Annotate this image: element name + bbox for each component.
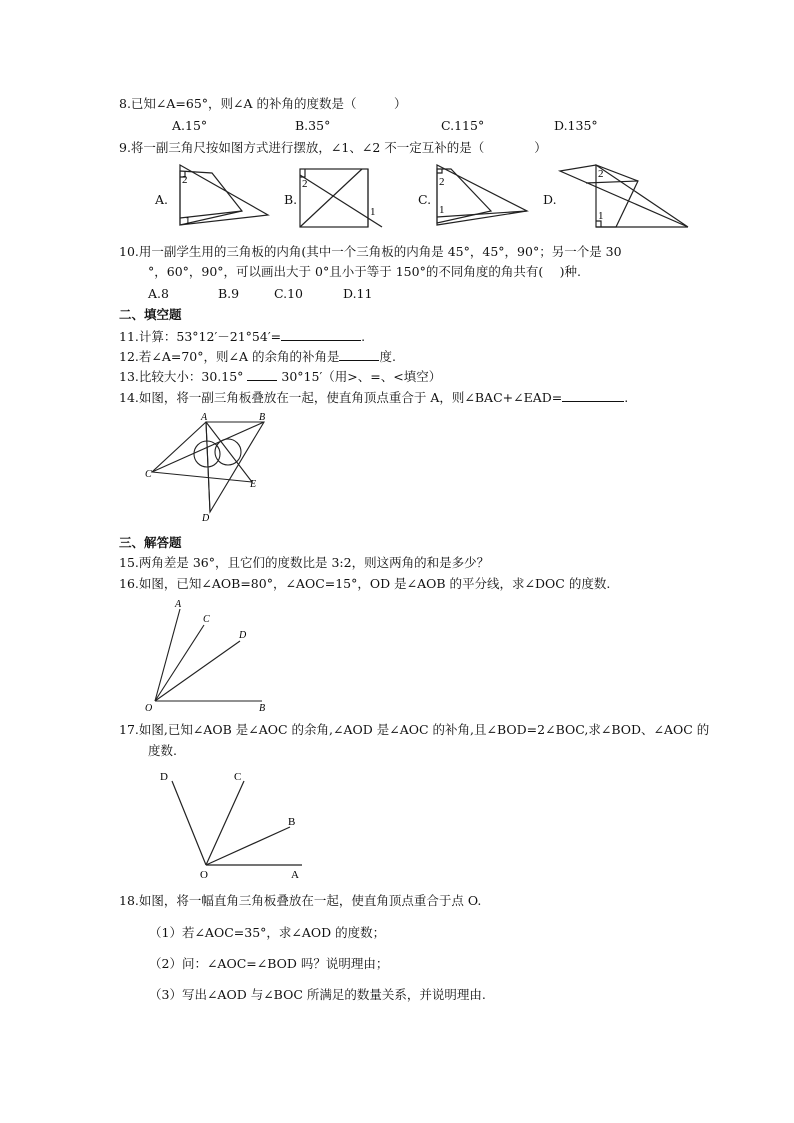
- q9b-angle-1: 1: [370, 206, 376, 218]
- q9b-angle-2: 2: [302, 178, 308, 190]
- q9d-angle-1: 1: [598, 210, 604, 222]
- q9c-angle-1: 1: [439, 204, 445, 216]
- q17-line1: 17.如图,已知∠AOB 是∠AOC 的余角,∠AOD 是∠AOC 的补角,且∠BOD=2∠BOC,求∠BOD、∠AOC 的: [119, 722, 710, 737]
- q10-option-d: D.11: [343, 286, 373, 301]
- q9-figure-c: [431, 163, 531, 233]
- section-3-heading: 三、解答题: [119, 535, 182, 550]
- q12: [119, 348, 396, 365]
- q18-stem: 18.如图，将一幅直角三角板叠放在一起，使直角顶点重合于点 O.: [119, 893, 482, 908]
- q13: [119, 368, 441, 385]
- q9-option-d-letter: D.: [543, 192, 557, 207]
- q15-stem: 15.两角差是 36°，且它们的度数比是 3:2，则这两角的和是多少？: [119, 555, 490, 570]
- q14: [119, 389, 628, 406]
- q10-option-a: A.8: [148, 286, 169, 301]
- q12-answer-blank[interactable]: [339, 348, 379, 361]
- q17-line2: 度数.: [148, 743, 177, 758]
- q8-option-b: B.35°: [295, 118, 331, 133]
- q16-label-d: D: [239, 630, 247, 641]
- q10-line2: °，60°，90°，可以画出大于 0°且小于等于 150°的不同角度的角共有( )种.: [148, 264, 582, 279]
- q8-option-a: A.15°: [172, 118, 208, 133]
- q9c-angle-2: 2: [439, 176, 445, 188]
- q14-label-b: B: [259, 412, 266, 423]
- q16-figure: [140, 595, 275, 715]
- q13-stem: 13.比较大小：30.15°: [119, 369, 244, 384]
- q9-figure-d: [556, 163, 691, 233]
- q13-end: 30°15′（用>、=、<填空）: [281, 369, 442, 384]
- q9-option-b-letter: B.: [284, 192, 298, 207]
- q14-figure: [140, 410, 280, 525]
- q9-option-a-letter: A.: [155, 192, 169, 207]
- q11-end: .: [361, 329, 366, 344]
- q10-option-c: C.10: [274, 286, 303, 301]
- q9a-angle-1: 1: [185, 215, 191, 227]
- q9a-angle-2: 2: [182, 174, 188, 186]
- q17-label-c: C: [234, 771, 242, 783]
- q14-end: .: [624, 390, 629, 405]
- q11: [119, 328, 365, 345]
- q16-label-b: B: [259, 703, 266, 714]
- q14-answer-blank[interactable]: [562, 389, 624, 402]
- q10-option-b: B.9: [218, 286, 240, 301]
- q14-label-a: A: [201, 412, 208, 423]
- q8-option-d: D.135°: [554, 118, 598, 133]
- q14-stem: 14.如图，将一副三角板叠放在一起，使直角顶点重合于 A，则∠BAC+∠EAD=: [119, 390, 563, 405]
- q14-label-d: D: [202, 513, 210, 524]
- section-2-heading: 二、填空题: [119, 307, 182, 322]
- q17-label-b: B: [288, 816, 296, 828]
- q9-figure-b: [296, 163, 386, 233]
- q18-part-3: （3）写出∠AOD 与∠BOC 所满足的数量关系，并说明理由.: [149, 987, 486, 1002]
- q11-stem: 11.计算：53°12′－21°54′=: [119, 329, 282, 344]
- q14-label-e: E: [250, 479, 257, 490]
- q16-stem: 16.如图，已知∠AOB=80°，∠AOC=15°，OD 是∠AOB 的平分线，求∠DOC 的度数.: [119, 576, 611, 591]
- q12-stem: 12.若∠A=70°，则∠A 的余角的补角是: [119, 349, 340, 364]
- q8-stem: 8.已知∠A=65°，则∠A 的补角的度数是（ ）: [119, 96, 407, 111]
- q14-label-c: C: [145, 469, 152, 480]
- q13-answer-blank[interactable]: [247, 368, 277, 381]
- q18-part-1: （1）若∠AOC=35°，求∠AOD 的度数；: [149, 925, 386, 940]
- q10-line1: 10.用一副学生用的三角板的内角(其中一个三角板的内角是 45°，45°，90°；另一个是 30: [119, 244, 622, 259]
- q17-label-d: D: [160, 771, 168, 783]
- q9-option-c-letter: C.: [418, 192, 432, 207]
- q17-figure: [150, 765, 310, 880]
- q12-end: 度.: [379, 349, 396, 364]
- q17-label-o: O: [200, 869, 208, 881]
- q16-label-c: C: [203, 614, 210, 625]
- q18-part-2: （2）问：∠AOC=∠BOD 吗？说明理由；: [149, 956, 389, 971]
- q9-stem: 9.将一副三角尺按如图方式进行摆放，∠1、∠2 不一定互补的是（ ）: [119, 140, 547, 155]
- q17-label-a: A: [291, 869, 299, 881]
- q9d-angle-2: 2: [598, 168, 604, 180]
- q8-option-c: C.115°: [441, 118, 485, 133]
- q16-label-a: A: [175, 599, 182, 610]
- q16-label-o: O: [145, 703, 153, 714]
- q11-answer-blank[interactable]: [281, 328, 361, 341]
- q9-figure-a: [172, 163, 272, 233]
